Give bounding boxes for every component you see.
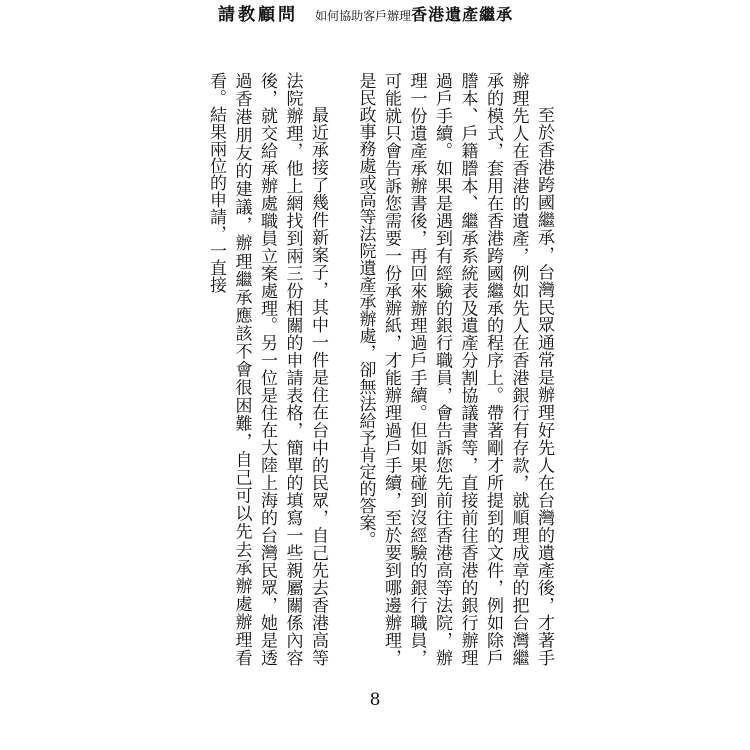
paragraph-2: 最近承接了幾件新案子，其中一件是住在台中的民眾，自己先去香港高等法院辦理，他上網找到兩三份相關的申請表格，簡單的填寫一些親屬關係內容後，就交給承辦處職員立案處理。另一位是住在大陸上海的台灣民眾，她是透過香港朋友的建議，辦理繼承應該不會很困難，自己可以先去承辦處辦理看看。結果兩位的申請，一直接	[206, 72, 328, 666]
page-number: 8	[369, 690, 381, 710]
chapter-title-prefix: 如何協助客戶辦理	[315, 9, 412, 23]
paragraph-1: 至於香港跨國繼承，台灣民眾通常是辦理好先人在台灣的遺產後，才著手辦理先人在香港的遺產，例如先人在香港銀行有存款，就順理成章的把台灣繼承的模式，套用在香港跨國繼承的程序上。帶著剛才所提到的文件，例如除戶謄本、戶籍謄本、繼承系統表及遺產分割協議書等，直接前往香港的銀行辦理過戶手續。如果是遇到有經驗的銀行職員，會告訴您先前往香港高等法院，辦理一份遺產承辦書後，再回來辦理過戶手續。但如果碰到沒經驗的銀行職員，可能就只會告訴您需要一份承辦紙，才能辦理過戶手續，至於要到哪邊辦理，是民政事務處或高等法院遺產承辦處，卻無法給予肯定的答案。	[355, 72, 554, 666]
body-text	[180, 72, 556, 666]
chapter-title-main: 香港遺產繼承	[411, 5, 514, 24]
book-title: 請教顧問	[218, 5, 298, 25]
running-header	[218, 4, 513, 27]
